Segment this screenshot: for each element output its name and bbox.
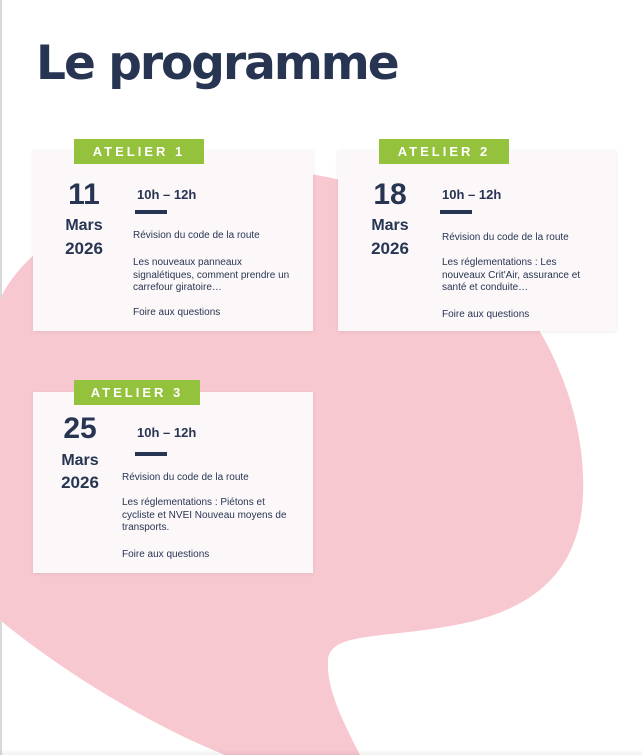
atelier-1-line2: Les nouveaux panneaux signalétiques, comment prendre un carrefour giratoire…	[133, 257, 290, 293]
atelier-1-month: Mars	[65, 217, 103, 234]
atelier-1-line3: Foire aux questions	[133, 307, 221, 318]
page-bottom-shadow	[0, 749, 642, 755]
atelier-3-line2: Les réglementations : Piétons et cycliste et NVEI Nouveau moyens de transports.	[122, 497, 287, 533]
atelier-badge-3: ATELIER 3	[74, 380, 200, 405]
atelier-2-day: 18	[373, 178, 407, 211]
atelier-1-dash	[135, 210, 167, 214]
atelier-badge-1: ATELIER 1	[74, 139, 204, 164]
atelier-badge-2: ATELIER 2	[379, 139, 509, 164]
atelier-2-year: 2026	[371, 239, 409, 258]
atelier-3-time: 10h – 12h	[137, 425, 197, 440]
atelier-3-line3: Foire aux questions	[122, 549, 210, 560]
atelier-1-year: 2026	[65, 239, 103, 258]
atelier-3-month: Mars	[61, 452, 99, 469]
atelier-3-year: 2026	[61, 473, 99, 492]
atelier-1-day: 11	[68, 178, 100, 211]
atelier-2-month: Mars	[371, 217, 409, 234]
atelier-3-line1: Révision du code de la route	[122, 472, 249, 483]
atelier-3-dash	[135, 452, 167, 456]
page-title: Le programme	[36, 36, 398, 91]
atelier-2-line3: Foire aux questions	[442, 309, 530, 320]
atelier-1-time: 10h – 12h	[137, 187, 197, 202]
atelier-2-dash	[440, 210, 472, 214]
atelier-2-time: 10h – 12h	[442, 187, 502, 202]
atelier-2-line2: Les réglementations : Les nouveaux Crit'Air, assurance et santé et conduite…	[442, 257, 581, 293]
atelier-2-line1: Révision du code de la route	[442, 232, 569, 243]
atelier-1-line1: Révision du code de la route	[133, 230, 260, 241]
atelier-3-day: 25	[63, 412, 97, 445]
